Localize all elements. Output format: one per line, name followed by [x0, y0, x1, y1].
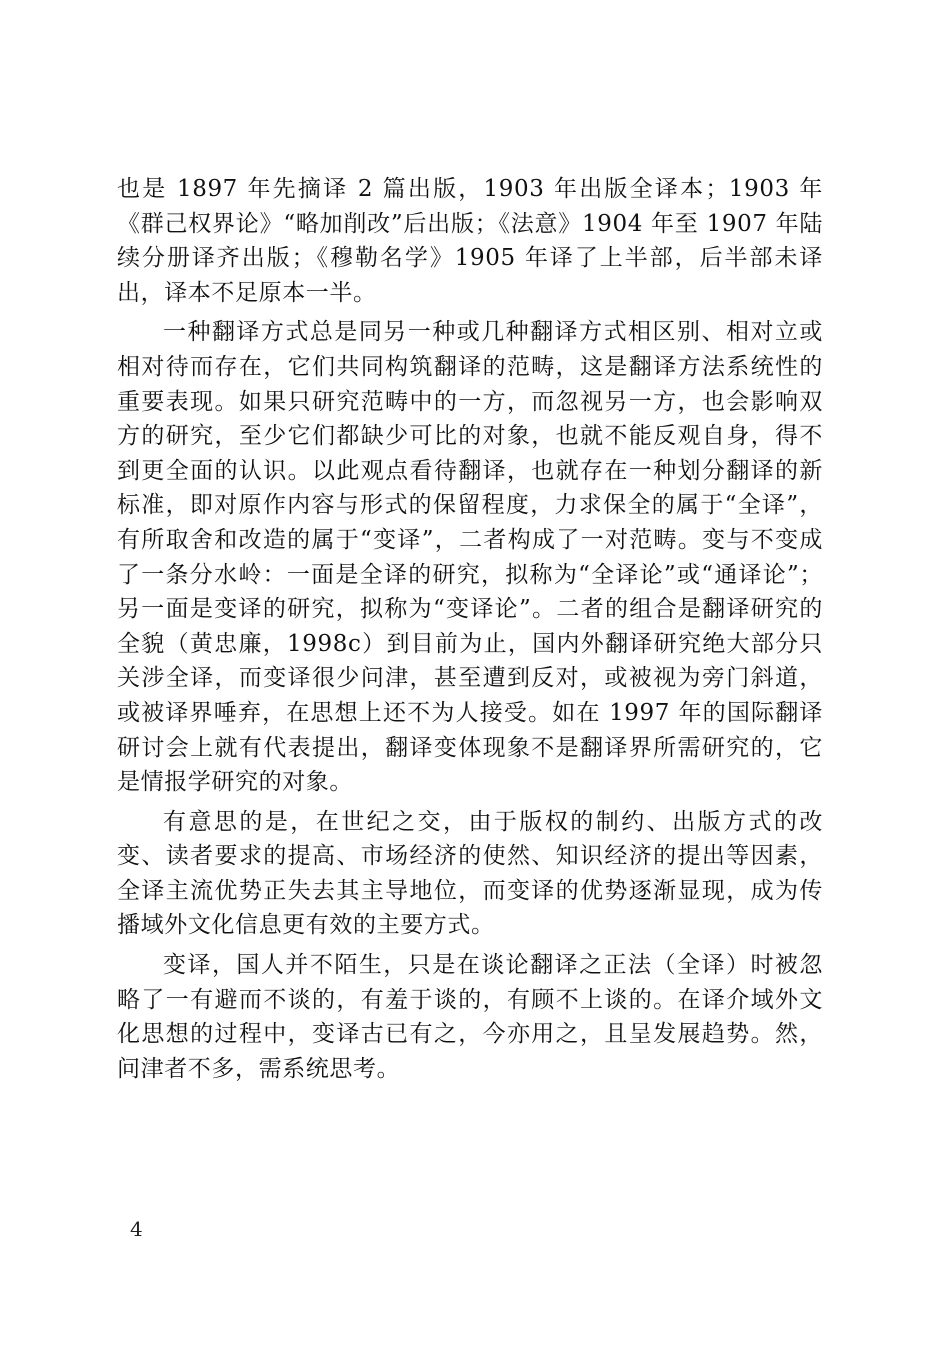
- paragraph-continued: 也是 1897 年先摘译 2 篇出版，1903 年出版全译本；1903 年《群己权界论》“略加削改”后出版；《法意》1904 年至 1907 年陆续分册译齐出版；《穆勒名学》1905 年译了上半部，后半部未译出，译本不足原本一半。: [117, 176, 823, 306]
- paragraph-translation-categories: 一种翻译方式总是同另一种或几种翻译方式相区别、相对立或相对待而存在，它们共同构筑翻译的范畴，这是翻译方法系统性的重要表现。如果只研究范畴中的一方，而忽视另一方，也会影响双方的研究，至少它们都缺少可比的对象，也就不能反观自身，得不到更全面的认识。以此观点看待翻译，也就存在一种划分翻译的新标准，即对原作内容与形式的保留程度，力求保全的属于“全译”，有所取舍和改造的属于“变译”，二者构成了一对范畴。变与不变成了一条分水岭：一面是全译的研究，拟称为“全译论”或“通译论”；另一面是变译的研究，拟称为“变译论”。二者的组合是翻译研究的全貌（黄忠廉，1998c）到目前为止，国内外翻译研究绝大部分只关涉全译，而变译很少问津，甚至遭到反对，或被视为旁门斜道，或被译界唾弃，在思想上还不为人接受。如在 1997 年的国际翻译研讨会上就有代表提出，翻译变体现象不是翻译界所需研究的，它是情报学研究的对象。: [117, 319, 823, 796]
- body-text: [117, 172, 823, 1086]
- page-number: 4: [130, 1217, 143, 1241]
- paragraph-variation-translation: 变译，国人并不陌生，只是在谈论翻译之正法（全译）时被忽略了一有避而不谈的，有羞于谈的，有顾不上谈的。在译介域外文化思想的过程中，变译古已有之，今亦用之，且呈发展趋势。然，问津者不多，需系统思考。: [117, 952, 823, 1082]
- paragraph-turn-of-century: 有意思的是，在世纪之交，由于版权的制约、出版方式的改变、读者要求的提高、市场经济的使然、知识经济的提出等因素，全译主流优势正失去其主导地位，而变译的优势逐渐显现，成为传播域外文化信息更有效的主要方式。: [117, 808, 823, 939]
